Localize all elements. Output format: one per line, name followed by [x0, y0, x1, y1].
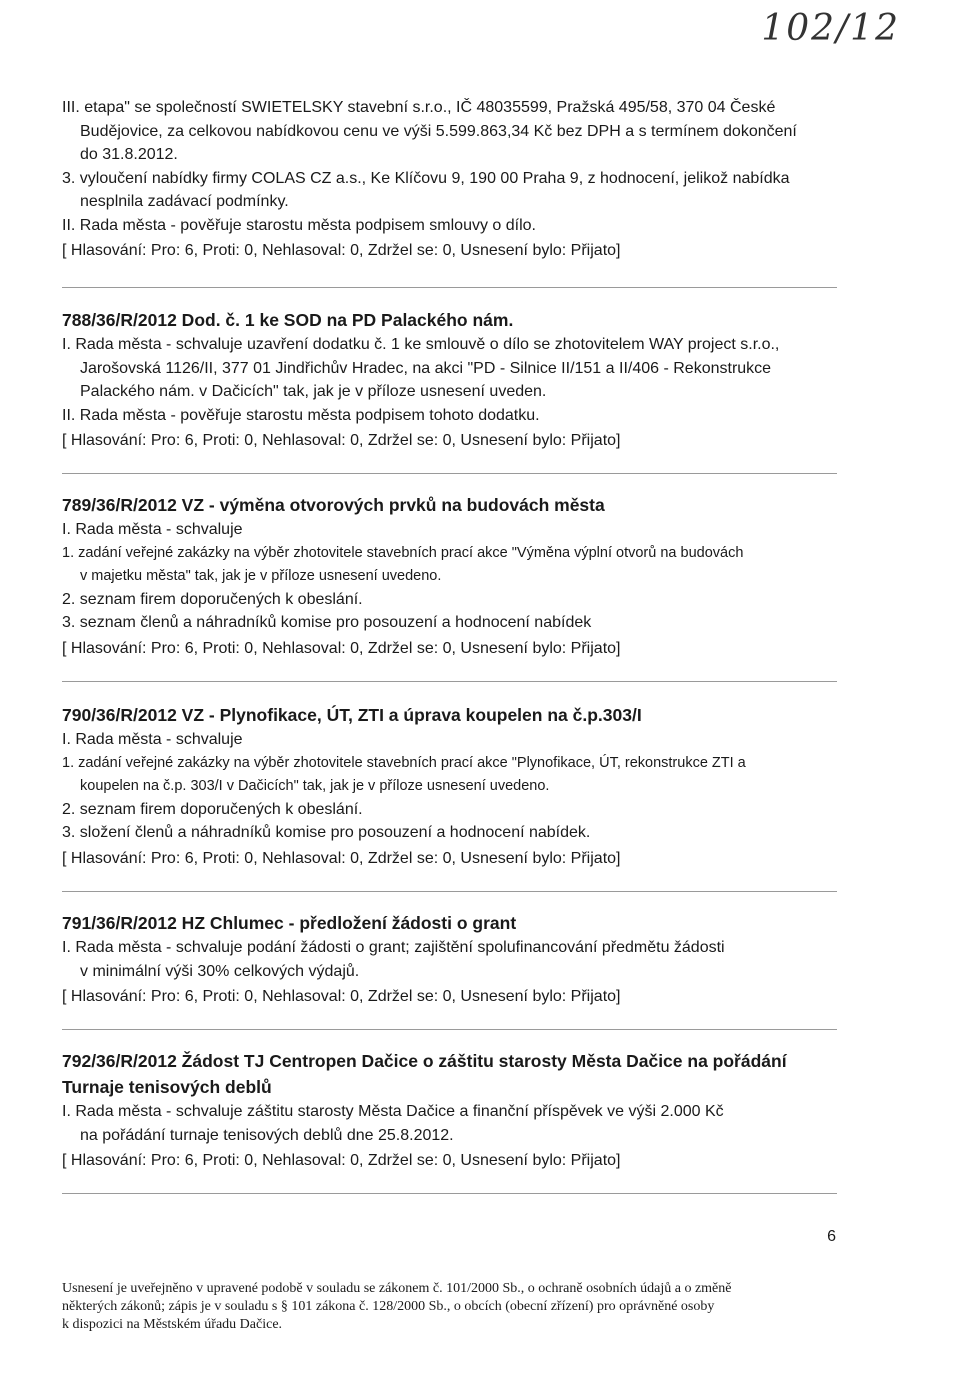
resolution-heading-continued: Turnaje tenisových deblů [62, 1077, 272, 1097]
resolution-788 [62, 307, 882, 474]
resolution-line: Jarošovská 1126/II, 377 01 Jindřichův Hradec, na akci "PD - Silnice II/151 a II/406 - Rekonstrukce [80, 359, 772, 377]
vote-result: [ Hlasování: Pro: 6, Proti: 0, Nehlasoval: 0, Zdržel se: 0, Usnesení bylo: Přijato] [62, 849, 621, 867]
resolution-line: I. Rada města - schvaluje [62, 731, 243, 748]
resolution-line: I. Rada města - schvaluje [62, 521, 243, 538]
resolution-line: 3. seznam členů a náhradníků komise pro posouzení a hodnocení nabídek [62, 614, 592, 631]
resolution-789 [62, 492, 882, 682]
divider [62, 473, 837, 474]
resolution-line: 2. seznam firem doporučených k obeslání. [62, 800, 363, 818]
divider [62, 1193, 837, 1194]
footer-line: k dispozici na Městském úřadu Dačice. [62, 1317, 283, 1332]
intro-section [62, 96, 882, 288]
resolution-line: na pořádání turnaje tenisových deblů dne 25.8.2012. [80, 1126, 454, 1144]
vote-result: [ Hlasování: Pro: 6, Proti: 0, Nehlasoval: 0, Zdržel se: 0, Usnesení bylo: Přijato] [62, 988, 621, 1005]
footer-note [62, 1280, 842, 1334]
resolution-791 [62, 910, 882, 1030]
resolution-line: 3. složení členů a náhradníků komise pro posouzení a hodnocení nabídek. [62, 824, 591, 841]
intro-line: Budějovice, za celkovou nabídkovou cenu ve výši 5.599.863,34 Kč bez DPH a s termínem dokončení [80, 122, 797, 140]
divider [62, 891, 837, 892]
footer-line: některých zákonů; zápis je v souladu s § 101 zákona č. 128/2000 Sb., o obcích (obecní zřízení) pro oprávněné osoby [62, 1299, 715, 1314]
resolution-line: I. Rada města - schvaluje uzavření dodatku č. 1 ke smlouvě o dílo se zhotovitelem WAY project s.r.o., [62, 336, 780, 353]
vote-result: [ Hlasování: Pro: 6, Proti: 0, Nehlasoval: 0, Zdržel se: 0, Usnesení bylo: Přijato] [62, 432, 621, 449]
vote-result: [ Hlasování: Pro: 6, Proti: 0, Nehlasoval: 0, Zdržel se: 0, Usnesení bylo: Přijato] [62, 639, 621, 657]
resolution-heading: 790/36/R/2012 VZ - Plynofikace, ÚT, ZTI a úprava koupelen na č.p.303/I [62, 705, 642, 725]
vote-result: [ Hlasování: Pro: 6, Proti: 0, Nehlasoval: 0, Zdržel se: 0, Usnesení bylo: Přijato] [62, 1152, 621, 1169]
resolution-line: II. Rada města - pověřuje starostu města podpisem tohoto dodatku. [62, 406, 540, 424]
resolution-heading: 789/36/R/2012 VZ - výměna otvorových prvků na budovách města [62, 495, 605, 515]
resolution-line: 1. zadání veřejné zakázky na výběr zhotovitele stavebních prací akce "Plynofikace, ÚT, rekonstrukce ZTI a [62, 754, 746, 771]
page-number: 6 [827, 1228, 836, 1245]
resolution-line: 2. seznam firem doporučených k obeslání. [62, 590, 363, 608]
resolution-heading: 788/36/R/2012 Dod. č. 1 ke SOD na PD Palackého nám. [62, 310, 514, 330]
divider [62, 287, 837, 288]
resolution-line: koupelen na č.p. 303/I v Dačicích" tak, jak je v příloze usnesení uvedeno. [80, 777, 550, 794]
intro-line: II. Rada města - pověřuje starostu města podpisem smlouvy o dílo. [62, 216, 536, 234]
handwritten-page-mark: 102/12 [761, 8, 900, 49]
resolution-line: Palackého nám. v Dačicích" tak, jak je v příloze usnesení uveden. [80, 383, 547, 400]
footer-line: Usnesení je uveřejněno v upravené podobě v souladu se zákonem č. 101/2000 Sb., o ochraně osobních údajů a o změně [62, 1281, 732, 1296]
resolution-line: 1. zadání veřejné zakázky na výběr zhotovitele stavebních prací akce "Výměna výplní otvorů na budovách [62, 544, 744, 561]
resolution-line: I. Rada města - schvaluje podání žádosti o grant; zajištění spolufinancování předmětu žádosti [62, 939, 725, 956]
intro-line: do 31.8.2012. [80, 146, 178, 163]
vote-result: [ Hlasování: Pro: 6, Proti: 0, Nehlasoval: 0, Zdržel se: 0, Usnesení bylo: Přijato] [62, 242, 621, 259]
intro-line: 3. vyloučení nabídky firmy COLAS CZ a.s., Ke Klíčovu 9, 190 00 Praha 9, z hodnocení, jelikož nabídka [62, 169, 790, 187]
resolution-line: v minimální výši 30% celkových výdajů. [80, 962, 360, 980]
resolution-heading: 791/36/R/2012 HZ Chlumec - předložení žádosti o grant [62, 913, 517, 933]
divider [62, 681, 837, 682]
resolution-line: v majetku města" tak, jak je v příloze usnesení uvedeno. [80, 567, 442, 584]
resolution-792 [62, 1048, 882, 1194]
resolution-line: I. Rada města - schvaluje záštitu starosty Města Dačice a finanční příspěvek ve výši 2.000 Kč [62, 1103, 724, 1120]
divider [62, 1029, 837, 1030]
intro-line: nesplnila zadávací podmínky. [80, 193, 289, 210]
resolution-790 [62, 702, 882, 892]
intro-line: III. etapa" se společností SWIETELSKY stavební s.r.o., IČ 48035599, Pražská 495/58, 370 04 České [62, 99, 776, 116]
resolution-heading: 792/36/R/2012 Žádost TJ Centropen Dačice o záštitu starosty Města Dačice na pořádání [62, 1051, 787, 1071]
